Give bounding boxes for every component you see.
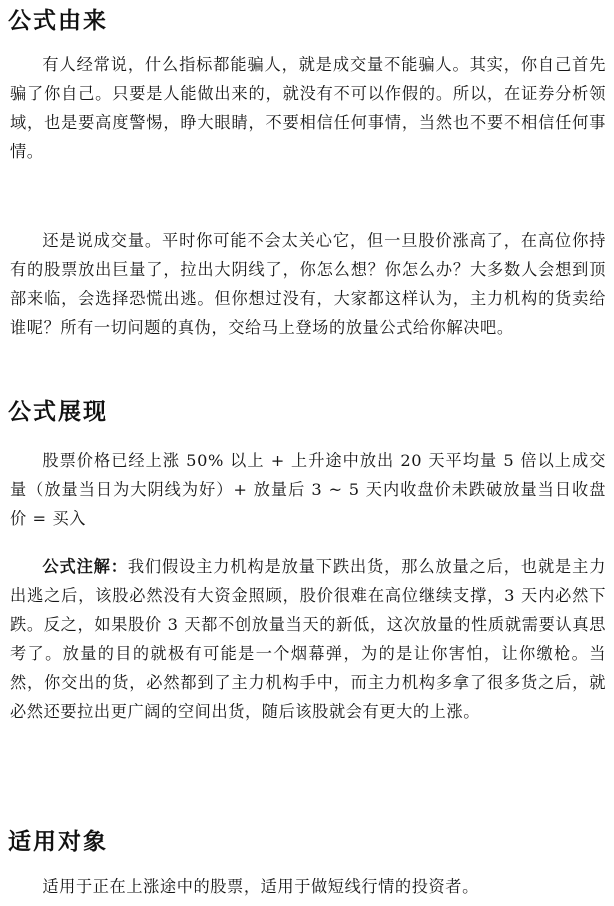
- origin-paragraph-2: 还是说成交量。平时你可能不会太关心它，但一旦股价涨高了，在高位你持有的股票放出巨量了，拉出大阴线了，你怎么想？你怎么办？大多数人会想到顶部来临，会选择恐慌出逃。但你想过没有，大家都这样认为，主力机构的货卖给谁呢？所有一切问题的真伪，交给马上登场的放量公式给你解决吧。: [10, 231, 606, 337]
- origin-paragraph-1: 有人经常说，什么指标都能骗人，就是成交量不能骗人。其实，你自己首先骗了你自己。只要是人能做出来的，就没有不可以作假的。所以，在证券分析领域，也是要高度警惕，睁大眼睛，不要相信任何事情，当然也不要不相信任何事情。: [10, 55, 606, 161]
- section-heading-applicable-targets: 适用对象: [8, 829, 108, 855]
- formula-note: [10, 552, 606, 726]
- formula-statement: 股票价格已经上涨 50% 以上 + 上升途中放出 20 天平均量 5 倍以上成交量（放量当日为大阴线为好）+ 放量后 3 ~ 5 天内收盘价未跌破放量当日收盘价 = 买入: [10, 451, 606, 528]
- formula-note-text: 我们假设主力机构是放量下跌出货，那么放量之后，也就是主力出逃之后，该股必然没有大资金照顾，股价很难在高位继续支撑，3 天内必然下跌。反之，如果股价 3 天都不创放量当天的新低，这次放量的性质就需要认真思考了。放量的目的就极有可能是一个烟幕弹，为的是让你害怕，让你缴枪。当然，你交出的货，必然都到了主力机构手中，而主力机构多拿了很多货之后，就必然还要拉出更广阔的空间出货，随后该股就会有更大的上涨。: [10, 557, 606, 721]
- section-heading-formula-display: 公式展现: [8, 399, 108, 425]
- section-heading-formula-origin: 公式由来: [8, 8, 108, 34]
- applicable-text: 适用于正在上涨途中的股票，适用于做短线行情的投资者。: [42, 877, 479, 896]
- formula-note-label: 公式注解：: [42, 557, 128, 576]
